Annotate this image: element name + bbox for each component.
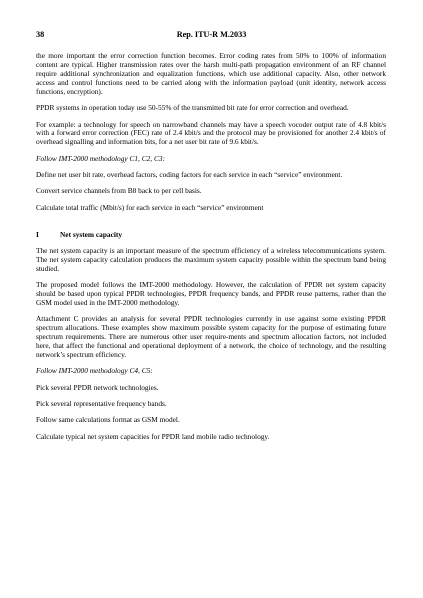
report-title: Rep. ITU-R M.2033 [176,30,247,39]
paragraph: Follow IMT-2000 methodology C1, C2, C3: [36,153,165,163]
paragraph: Pick several representative frequency bands. [36,399,167,409]
document-body [36,52,386,449]
paragraph: Attachment C provides an analysis for several PPDR technologies currently in use against some existing PPDR spectrum allocations. These examples show maximum possible system capacity for the purpose of estimating future spectrum requirements. There are numerous other user require-ments and spectrum allocation factors, not included here, that affect the functional and operational deployment of a network, the choice of technology, and the resulting network’s spectrum efficiency. [36,314,386,359]
paragraph: For example: a technology for speech on narrowband channels may have a speech vocoder output rate of 4.8 kbit/s with a forward error correction (FEC) rate of 2.4 kbit/s and the protocol may be provisioned for another 2.4 kbit/s of overhead signalling and information bits, for a net user bit rate of 9.6 kbit/s. [36,119,386,147]
paragraph: Pick several PPDR network technologies. [36,382,159,392]
section-number: I [36,229,39,239]
body-text-before-section [36,52,386,213]
page-header [36,30,387,42]
paragraph: Follow same calculations format as GSM model. [36,415,180,425]
body-text-after-section [36,247,386,442]
paragraph: Follow IMT-2000 methodology C4, C5: [36,366,153,376]
paragraph: Define net user bit rate, overhead factors, coding factors for each service in each “service” environment. [36,170,343,180]
paragraph: PPDR systems in operation today use 50-55% of the transmitted bit rate for error correction and overhead. [36,103,349,113]
paragraph: Calculate total traffic (Mbit/s) for each service in each “service” environment [36,202,264,212]
paragraph: The proposed model follows the IMT-2000 methodology. However, the calculation of PPDR net system capacity should be based upon typical PPDR technologies, PPDR frequency bands, and PPDR reuse patterns, rather than the GSM model used in the IMT-2000 methodology. [36,279,386,307]
paragraph: Calculate typical net system capacities for PPDR land mobile radio technology. [36,431,270,441]
paragraph: the more important the error correction function becomes. Error coding rates from 50% to 100% of information content are typical. Higher transmission rates over the harsh multi-path propagation environment of an RF channel require additional synchronization and equalization functions, which use additional capacity. Also, other network access and control functions need to be carried along with the information payload (unit identity, network access functions, encryption). [36,51,386,96]
page-number: 38 [36,30,45,39]
section-heading [36,231,386,240]
section-title: Net system capacity [60,229,122,239]
paragraph: Convert service channels from B8 back to per cell basis. [36,186,202,196]
paragraph: The net system capacity is an important measure of the spectrum efficiency of a wireless telecommunications system. The net system capacity calculation produces the maximum system capacity possible within the spectrum band being studied. [36,245,386,273]
